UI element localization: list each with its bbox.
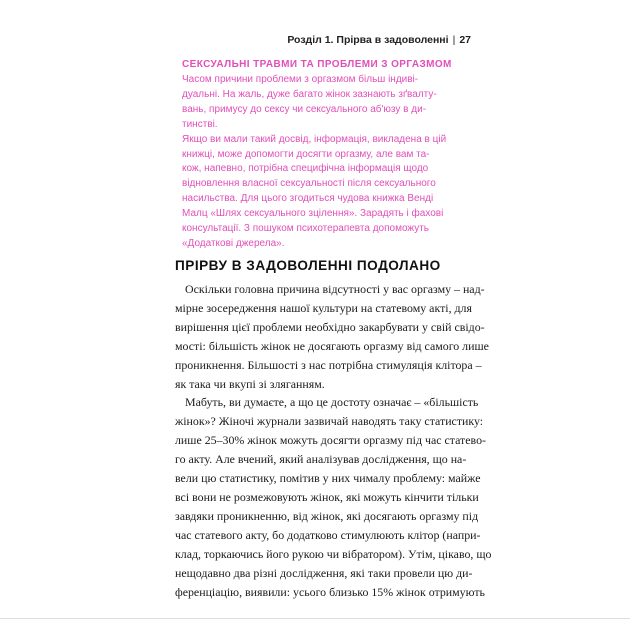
text-line: го акту. Але вчений, який аналізував дослідження, що на- <box>175 452 467 467</box>
bottom-divider <box>0 618 630 619</box>
text-line: мірне зосередження нашої культури на статевому акті, для <box>175 300 472 315</box>
text-line: лише 25–30% жінок можуть досягти оргазму під час статево- <box>175 433 486 448</box>
body-text <box>175 280 492 601</box>
sidebar-line: насильства. Для цього згодиться чудова книжка Венді <box>182 193 434 205</box>
section-heading: ПРІРВУ В ЗАДОВОЛЕННІ ПОДОЛАНО <box>175 258 441 273</box>
running-header <box>287 34 471 46</box>
sidebar-box <box>182 58 454 252</box>
text-line: Оскільки головна причина відсутності у вас оргазму – над- <box>185 282 485 296</box>
sidebar-line: відновлення власної сексуальності після сексуального <box>182 178 436 190</box>
text-line: вели цю статистику, помітив у них чималу проблему: майже <box>175 471 481 486</box>
text-line: мості: більшість жінок не досягають оргазму від самого лише <box>175 338 489 353</box>
text-line: всі вони не розмежовують жінок, які можуть кінчити тільки <box>175 489 479 504</box>
sidebar-line: кож, напевно, потрібна специфічна інформація щодо <box>182 163 429 175</box>
text-line: Мабуть, ви думаєте, а що це достоту означає – «більшість <box>185 395 479 410</box>
text-line: ференціацію, виявили: усього близько 15% жінок отримують <box>175 584 485 599</box>
text-line: час статевого акту, бо додатково стимулюють клітор (напри- <box>175 527 481 542</box>
text-line: проникнення. Більшості з нас потрібна стимуляція клітора – <box>175 357 482 372</box>
text-line: як така чи вкупі зі зляганням. <box>175 376 325 391</box>
text-line: завдяки проникненню, від жінок, які досягають оргазму під <box>175 508 479 523</box>
chapter-title: Розділ 1. Прірва в задоволенні <box>287 34 449 46</box>
sidebar-title: СЕКСУАЛЬНІ ТРАВМИ ТА ПРОБЛЕМИ З ОРГАЗМОМ <box>182 59 452 70</box>
sidebar-text <box>182 73 454 252</box>
sidebar-line: тинстві. <box>182 118 218 130</box>
sidebar-line: Якщо ви мали такий досвід, інформація, викладена в цій <box>182 133 447 145</box>
text-line: клад, торкаючись його рукою чи вібратором). Утім, цікаво, що <box>175 546 492 561</box>
header-separator: | <box>452 34 456 46</box>
sidebar-line: вань, примусу до сексу чи сексуального аб'юзу в ди- <box>182 103 427 115</box>
text-line: вирішення цієї проблеми необхідно закарбувати у свій свідо- <box>175 319 485 334</box>
sidebar-line: консультації. З пошуком психотерапевта допоможуть <box>182 223 429 235</box>
sidebar-line: Малц «Шлях сексуального зцілення». Зарадять і фахові <box>182 208 444 220</box>
sidebar-line: дуальні. На жаль, дуже багато жінок зазнають зґвалту- <box>182 88 437 100</box>
sidebar-line: книжці, може допомогти досягти оргазму, але вам та- <box>182 148 430 160</box>
paragraph-1 <box>175 280 489 393</box>
text-line: жінок»? Жіночі журнали зазвичай наводять таку статистику: <box>175 414 484 429</box>
sidebar-line: Часом причини проблеми з оргазмом більш індиві- <box>182 74 419 85</box>
text-line: нещодавно два різні дослідження, які таки провели цю ди- <box>175 565 473 580</box>
paragraph-2 <box>175 393 492 601</box>
sidebar-line: «Додаткові джерела». <box>182 237 285 249</box>
page-number: 27 <box>459 34 471 46</box>
